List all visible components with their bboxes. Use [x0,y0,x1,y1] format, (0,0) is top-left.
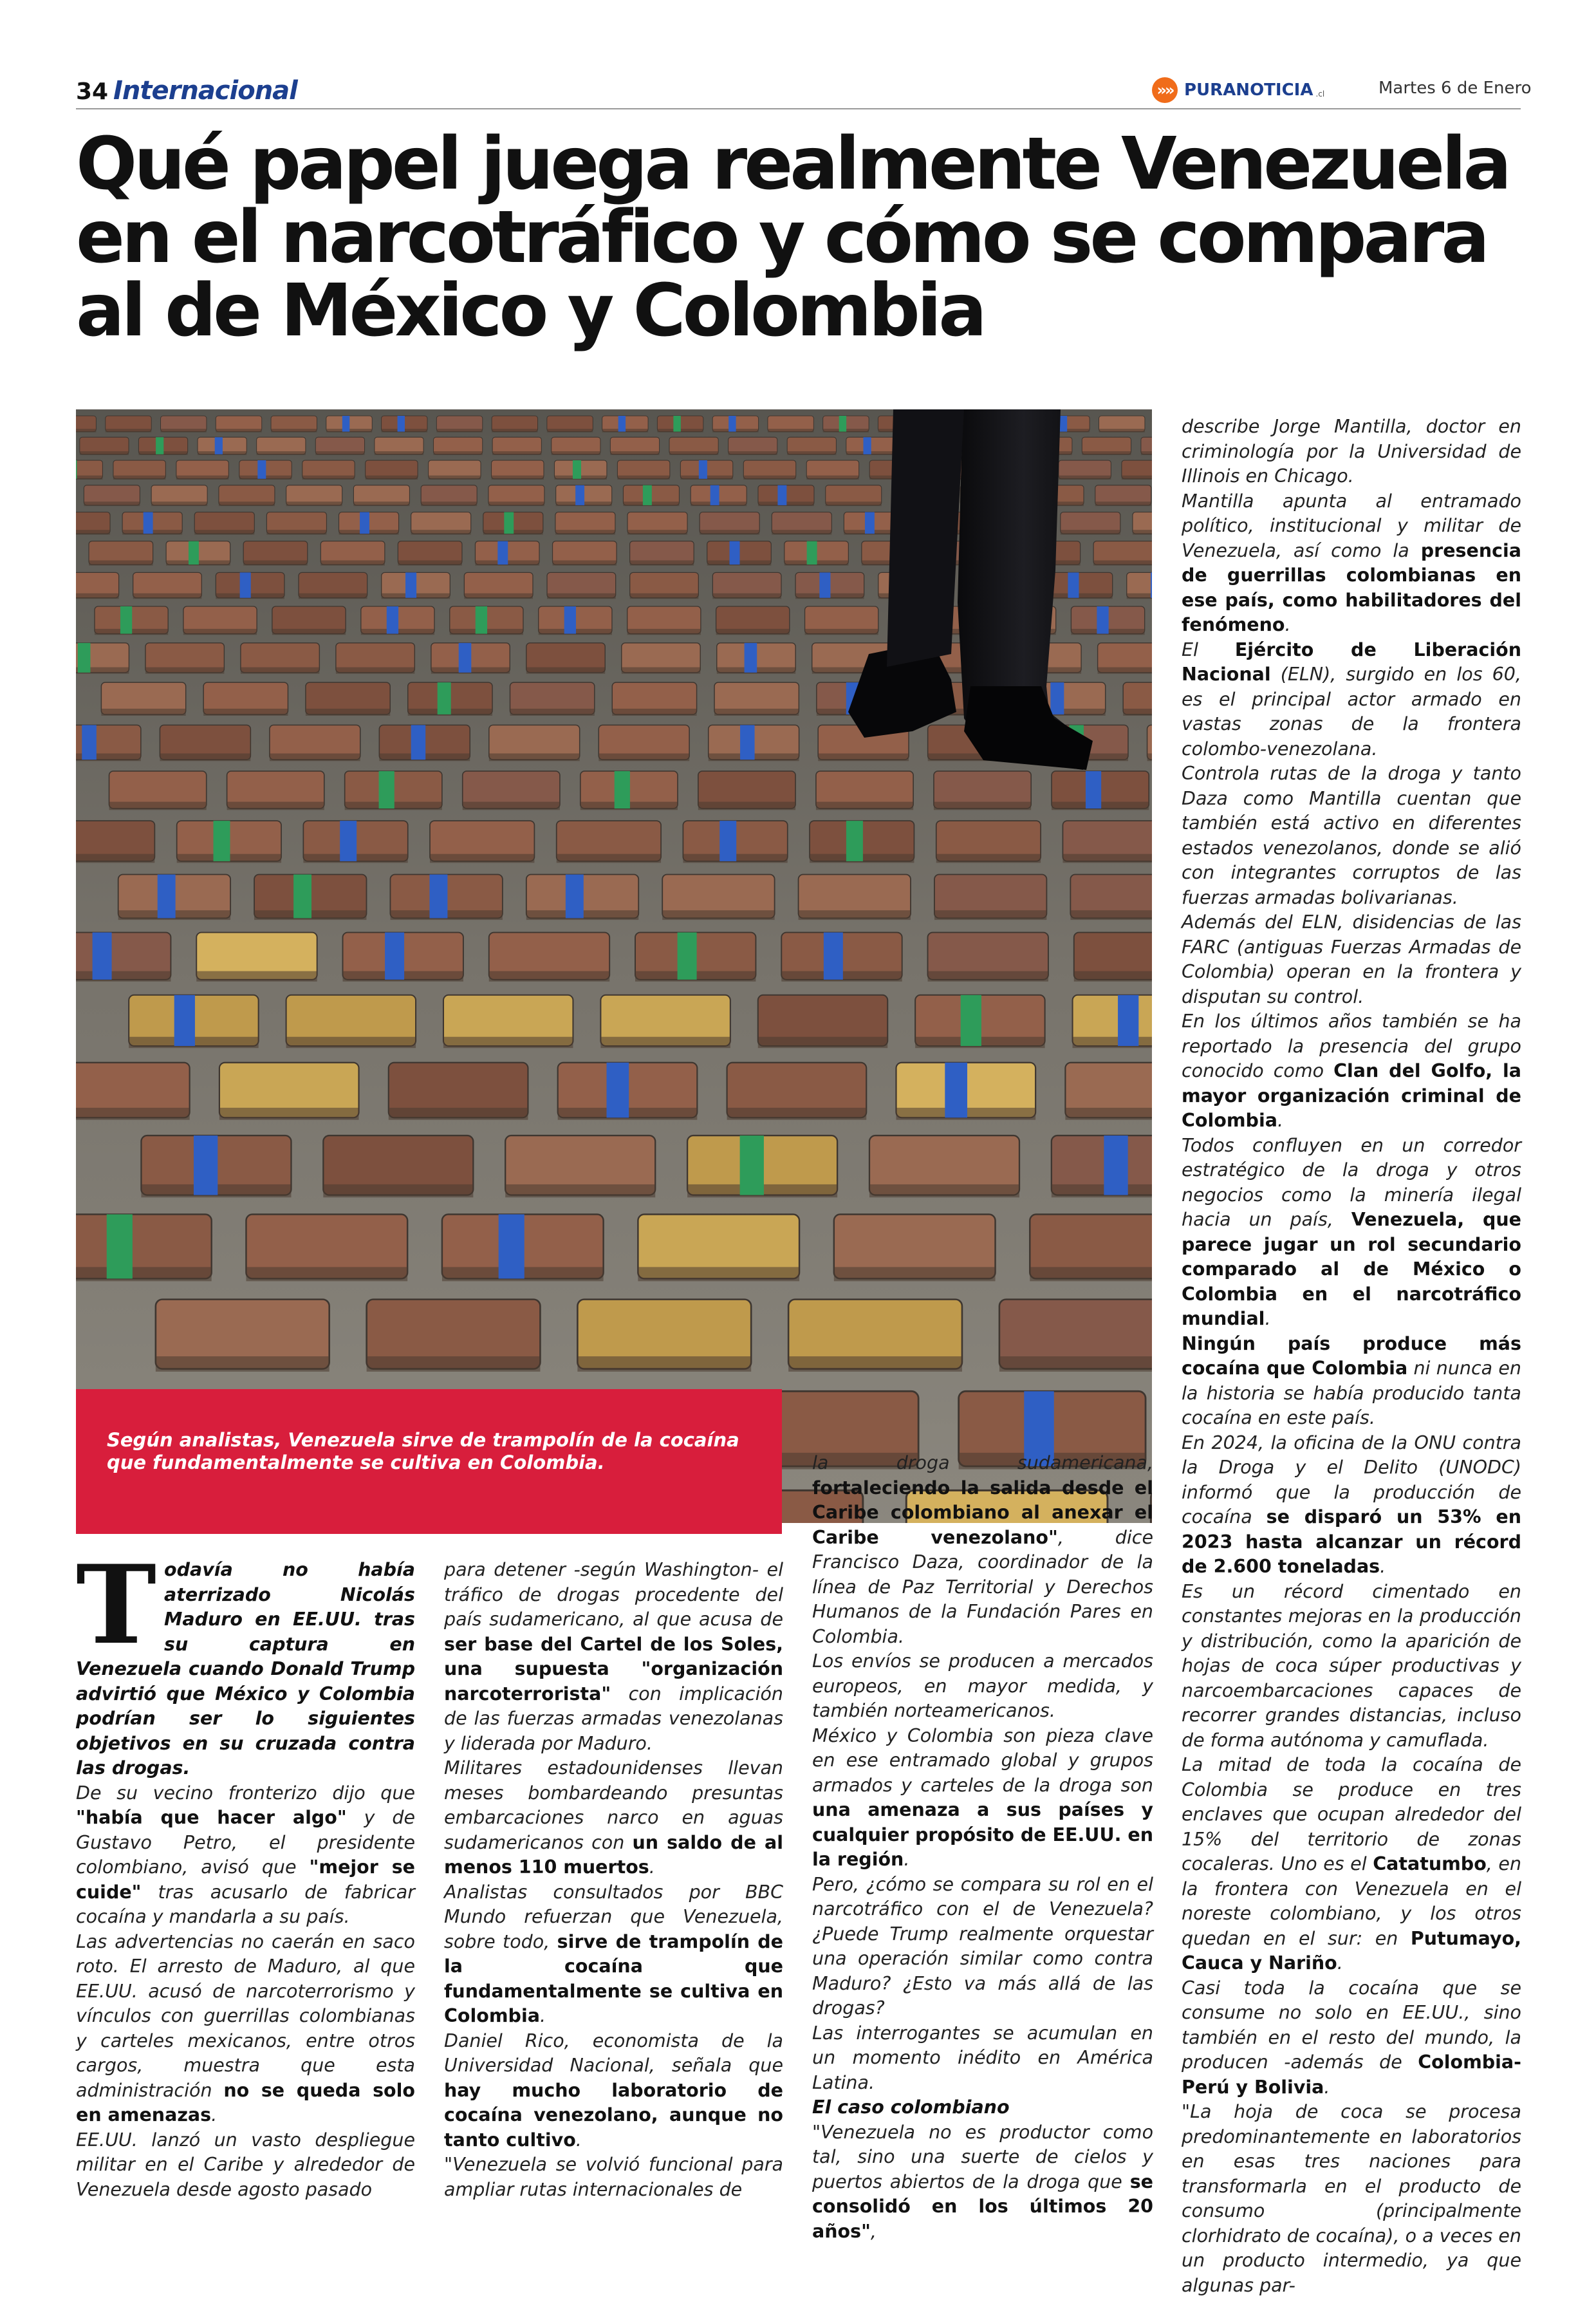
package-shadow [243,561,308,566]
package-tape [360,512,369,534]
package-shadow [617,476,669,480]
package-tape [699,460,707,479]
package-tape [673,416,680,432]
package-tape [678,933,697,980]
package-tape [1068,572,1079,597]
package-tape [497,541,508,565]
package-shadow [421,501,477,506]
package-shadow [816,802,913,810]
package-tape [1086,771,1101,808]
package-shadow [630,561,694,566]
package-shadow [194,530,254,534]
header-divider [76,108,1521,109]
package-shadow [1061,530,1120,534]
package-shadow [443,1037,573,1048]
package-shadow [1123,709,1152,716]
brand-logo [1152,77,1324,103]
package-shadow [727,1108,867,1120]
package-shadow [557,854,661,863]
package-tape [1151,572,1152,597]
package-tape [387,606,398,634]
package-shadow [728,451,777,455]
package-shadow [76,854,154,863]
package-shadow [1098,668,1152,674]
package-shadow [227,802,324,810]
package-shadow [161,429,207,432]
package-tape [807,541,817,565]
package-tape [1060,416,1067,432]
package-shadow [299,593,367,599]
package-tape [385,933,404,980]
package-tape [730,541,740,565]
package-shadow [936,854,1041,863]
package-tape [293,875,311,919]
package-shadow [76,429,96,432]
package-tape [1050,682,1064,715]
package-shadow [216,429,261,432]
package-shadow [196,971,317,982]
package-shadow [600,1037,730,1048]
package-shadow [320,561,385,566]
package-tape [240,572,251,597]
package-shadow [627,530,687,534]
package-tape [499,1214,524,1278]
package-tape [945,1063,967,1118]
package-shadow [266,530,326,534]
package-shadow [151,501,207,506]
package-shadow [818,753,909,761]
package-shadow [788,1356,962,1372]
package-shadow [934,910,1046,920]
issue-date: Martes 6 de Enero [1378,79,1532,98]
package-shadow [869,1184,1019,1197]
package-shadow [826,501,882,506]
package-tape [214,821,230,861]
package-shadow [398,561,462,566]
package-shadow [758,1037,887,1048]
package-shadow [622,668,700,674]
package-shadow [1095,501,1151,506]
package-shadow [712,593,781,599]
package-shadow [698,802,795,810]
headline-line-3: al de México y Colombia [76,269,984,353]
package-shadow [109,802,207,810]
package-tape [107,1214,133,1278]
package-shadow [241,668,319,674]
package-tape [438,682,451,715]
main-photo [76,409,1152,1523]
package-shadow [598,753,689,761]
article-column-4: describe Jorge Mantilla, doctor en criminología por la Universidad de Illinois en Chicago. Mantilla apunta al entramado político, institucional y militar de Venezuela, así como la presencia de guerrillas colombianas en ese país, como habilitadores del fenómeno. El Ejército de Liberación Nacional (ELN), surgido en los 60, es el principal actor armado en vastas zonas de la frontera colombo-venezolana. Controla rutas de la droga y tanto Daza como Mantilla cuentan que también está activo en diferentes estados venezolanos, donde se alió con integrantes corruptos de las fuerzas armadas bolivarianas. Además del ELN, disidencias de las FARC (antiguas Fuerzas Armadas de Colombia) operan en la frontera y disputan su control. En los últimos años también se ha reportado la presencia del grupo conocido como Clan del Golfo, la mayor organización criminal de Colombia. Todos confluyen en un corredor estratégico de la droga y otros negocios como la minería ilegal hacia un país, Venezuela, que parece jugar un rol secundario comparado al de México o Colombia en el narcotráfico mundial. Ningún país produce más cocaína que Colombia ni nunca en la historia se había producido tanta cocaína en este país. En 2024, la oficina de la ONU contra la Droga y el Delito (UNODC) informó que la producción de cocaína se disparó un 53% en 2023 hasta alcanzar un récord de 2.600 toneladas. Es un récord cimentado en constantes mejoras en la producción y distribución, como la aparición de hojas de coca súper productivas y narcoembarcaciones capaces de recorrer grandes distancias, incluso de forma autónoma y camuflada. La mitad de toda la cocaína de Colombia se produce en tres enclaves que ocupan alrededor del 15% del territorio de zonas cocaleras. Uno es el Catatumbo, en la frontera con Venezuela en el noreste colombiano, y los otros quedan en el sur: en Putumayo, Cauca y Nariño. Casi toda la cocaína que se consume no solo en EE.UU., sino también en el resto del mundo, la producen -además de Colombia- Perú y Bolivia. "La hoja de coca se procesa predominantemente en laboratorios en esas tres naciones para transformarla en el producto de consumo (principalmente clorhidrato de cocaína), o a veces en un producto intermedio, ya que algunas par- [1182,416,1522,2296]
package-tape [156,437,163,454]
package-shadow [577,1356,751,1372]
headline-line-1: Qué papel juega realmente Venezuela [76,122,1509,206]
package-shadow [610,451,659,455]
package-shadow [1070,910,1152,920]
package-shadow [76,1267,212,1281]
package-tape [411,725,426,760]
page-number: 34 [76,79,109,105]
package-tape [777,485,786,505]
package-shadow [1099,429,1144,432]
package-shadow [367,1356,541,1372]
package-shadow [526,668,605,674]
package-shadow [219,1108,359,1120]
package-tape [504,512,514,534]
package-shadow [492,476,544,480]
package-shadow [505,1184,655,1197]
package-tape [476,606,487,634]
package-tape [340,821,357,861]
package-shadow [315,451,364,455]
package-tape [643,485,652,505]
package-shadow [1074,971,1152,982]
package-shadow [434,451,483,455]
package-shadow [805,629,878,635]
package-tape [174,995,195,1046]
package-tape [740,1135,764,1195]
package-tape [615,771,630,808]
drop-cap: T [76,1541,157,1668]
package-shadow [101,709,185,716]
package-tape [824,933,843,980]
package-tape [76,460,77,479]
package-shadow [999,1356,1152,1372]
package-tape [710,485,719,505]
brand-name: PURANOTICIA [1184,80,1313,100]
chevrons-icon: »» [1152,77,1178,103]
package-shadow [271,429,317,432]
package-shadow [80,451,129,455]
package-shadow [552,451,600,455]
package-tape [120,606,132,634]
package-shadow [430,854,534,863]
package-shadow [323,1184,473,1197]
package-tape [839,416,846,432]
package-shadow [203,709,288,716]
package-shadow [183,629,257,635]
package-shadow [76,971,171,982]
package-shadow [76,530,110,534]
package-shadow [510,709,595,716]
package-shadow [934,802,1031,810]
package-shadow [547,593,616,599]
package-tape [1118,995,1138,1046]
package-shadow [353,501,409,506]
package-shadow [638,1267,799,1281]
package-tape [93,933,112,980]
package-shadow [630,593,699,599]
package-shadow [1065,1108,1152,1120]
package-tape [564,606,576,634]
package-shadow [714,709,799,716]
package-tape [158,875,176,919]
package-shadow [669,451,718,455]
package-shadow [1062,854,1152,863]
article-column-1: Todavía no había aterrizado Nicolás Maduro en EE.UU. tras su captura en Venezuela cuando Donald Trump advirtió que México y Colombia podrían ser lo siguientes objetivos en su cruzada contra las drogas. De su vecino fronterizo dijo que "había que hacer algo" y de Gustavo Petro, el presidente colombiano, avisó que "mejor se cuide" tras acusarlo de fabricar cocaína y mandarla a su país. Las advertencias no caerán en saco roto. El arresto de Maduro, al que EE.UU. acusó de narcoterrorismo y vínculos con guerrillas colombianas y carteles mexicanos, entre otros cargos, muestra que esta administración no se queda solo en amenazas. EE.UU. lanzó un vasto despliegue militar en el Caribe y alrededor de Venezuela desde agosto pasado [76,1541,415,2200]
package-shadow [436,429,482,432]
package-shadow [492,451,541,455]
package-tape [398,416,405,432]
package-tape [863,437,871,454]
package-shadow [246,1267,407,1281]
package-shadow [799,910,911,920]
package-shadow [787,451,836,455]
package-tape [144,512,153,534]
package-shadow [336,668,414,674]
package-shadow [612,709,696,716]
package-shadow [133,593,202,599]
package-tape [607,1063,629,1118]
package-tape [728,416,736,432]
package-shadow [1030,1267,1152,1281]
package-shadow [257,451,306,455]
article-lead: odavía no había aterrizado Nicolás Maduro en EE.UU. tras su captura en Venezuela cuando Donald Trump advirtió que México y Colombia podrían ser lo siguientes objetivos en su cruzada contra las drogas. [76,1559,415,1779]
package-shadow [106,429,151,432]
package-tape [342,416,349,432]
package-shadow [1093,561,1152,566]
package-shadow [76,476,102,480]
package-tape [846,821,863,861]
package-shadow [488,501,544,506]
package-shadow [700,530,759,534]
package-tape [719,821,736,861]
package-shadow [743,476,795,480]
package-tape [189,541,199,565]
package-shadow [145,668,224,674]
headline [76,122,1530,353]
package-shadow [553,561,617,566]
package-shadow [219,501,275,506]
package-tape [459,643,472,673]
package-tape [78,643,91,673]
package-tape [573,460,581,479]
package-shadow [302,476,355,480]
package-shadow [160,753,250,761]
package-shadow [156,1356,329,1372]
package-tape [82,725,97,760]
package-shadow [768,429,813,432]
package-tape [618,416,626,432]
package-tape [961,995,981,1046]
package-shadow [489,753,580,761]
package-shadow [389,1108,528,1120]
headline-line-2: en el narcotráfico y cómo se compara [76,196,1487,279]
package-tape [865,512,875,534]
package-shadow [429,476,481,480]
package-shadow [1073,1037,1152,1048]
photo-caption: Según analistas, Venezuela sirve de trampolín de la cocaína que fundamentalmente se cultiva en Colombia. [107,1429,739,1473]
package-shadow [492,429,537,432]
package-shadow [547,429,593,432]
package-tape [745,643,757,673]
package-shadow [411,530,471,534]
package-shadow [555,530,615,534]
package-shadow [84,501,140,506]
package-shadow [928,971,1048,982]
brand-tld: .cl [1315,89,1325,98]
package-tape [1097,606,1108,634]
package-tape [575,485,584,505]
package-shadow [306,709,390,716]
package-shadow [834,1267,996,1281]
subheading: El caso colombiano [812,2097,1010,2118]
package-shadow [375,451,423,455]
package-shadow [772,530,831,534]
package-shadow [270,753,360,761]
package-shadow [76,593,119,599]
package-shadow [463,802,560,810]
package-shadow [366,476,418,480]
package-tape [1104,1135,1127,1195]
package-shadow [716,629,790,635]
article-column-3: la droga sudamericana, fortaleciendo la salida desde el Caribe colombiano al anexar el Caribe venezolano", dice Francisco Daza, coordinador de la línea de Paz Territorial y Derechos Humanos de la Fundación Pares en Colombia. Los envíos se producen a mercados europeos, en mayor medida, y también norteamericanos. México y Colombia son pieza clave en ese entramado global y grupos armados y carteles de la droga son una amenaza a sus países y cualquier propósito de EE.UU. en la región. Pero, ¿cómo se compara su rol en el narcotráfico con el de Venezuela? ¿Puede Trump realmente orquestar una operación similar como contra Maduro? ¿Esto va más allá de las drogas? Las interrogantes se acumulan en un momento inédito en América Latina. El caso colombiano "Venezuela no es productor como tal, sino una suerte de cielos y puertos abiertos de la droga que se consolidó en los últimos 20 años", [812,1452,1153,2242]
package-shadow [89,561,153,566]
package-tape [405,572,416,597]
package-shadow [1127,593,1152,599]
package-shadow [113,476,165,480]
package-shadow [1052,1184,1152,1197]
photo-caption-box [76,1389,782,1534]
package-shadow [1141,451,1152,455]
package-shadow [1059,476,1111,480]
package-tape [194,1135,218,1195]
package-shadow [286,501,342,506]
package-tape [566,875,584,919]
package-tape [429,875,447,919]
article-column-2: para detener -según Washington- el tráfico de drogas procedente del país sudamericano, al que acusa de ser base del Cartel de los Soles, una supuesta "organización narcoterrorista" con implicación de las fuerzas armadas venezolanas y liderada por Maduro. Militares estadounidenses llevan meses bombardeando presuntas embarcaciones narco en aguas sudamericanos con un saldo de al menos 110 muertos. Analistas consultados por BBC Mundo refuerzan que Venezuela, sobre todo, sirve de trampolín de la cocaína que fundamentalmente se cultiva en Colombia. Daniel Rico, economista de la Universidad Nacional, señala que hay mucho laboratorio de cocaína venezolano, aunque no tanto cultivo. "Venezuela se volvió funcional para ampliar rutas internacionales de [444,1559,784,2200]
package-shadow [464,593,533,599]
package-tape [740,725,755,760]
section-name: Internacional [113,76,297,106]
package-shadow [1147,753,1152,761]
package-shadow [806,476,858,480]
package-shadow [76,1108,190,1120]
package-shadow [176,476,228,480]
package-shadow [1082,451,1131,455]
package-shadow [286,1037,416,1048]
package-tape [819,572,830,597]
package-shadow [272,629,346,635]
package-shadow [662,910,774,920]
package-tape [215,437,223,454]
package-tape [379,771,394,808]
package-tape [257,460,266,479]
package-shadow [627,629,701,635]
package-shadow [1122,476,1152,480]
package-shadow [1133,530,1152,534]
package-shadow [489,971,609,982]
